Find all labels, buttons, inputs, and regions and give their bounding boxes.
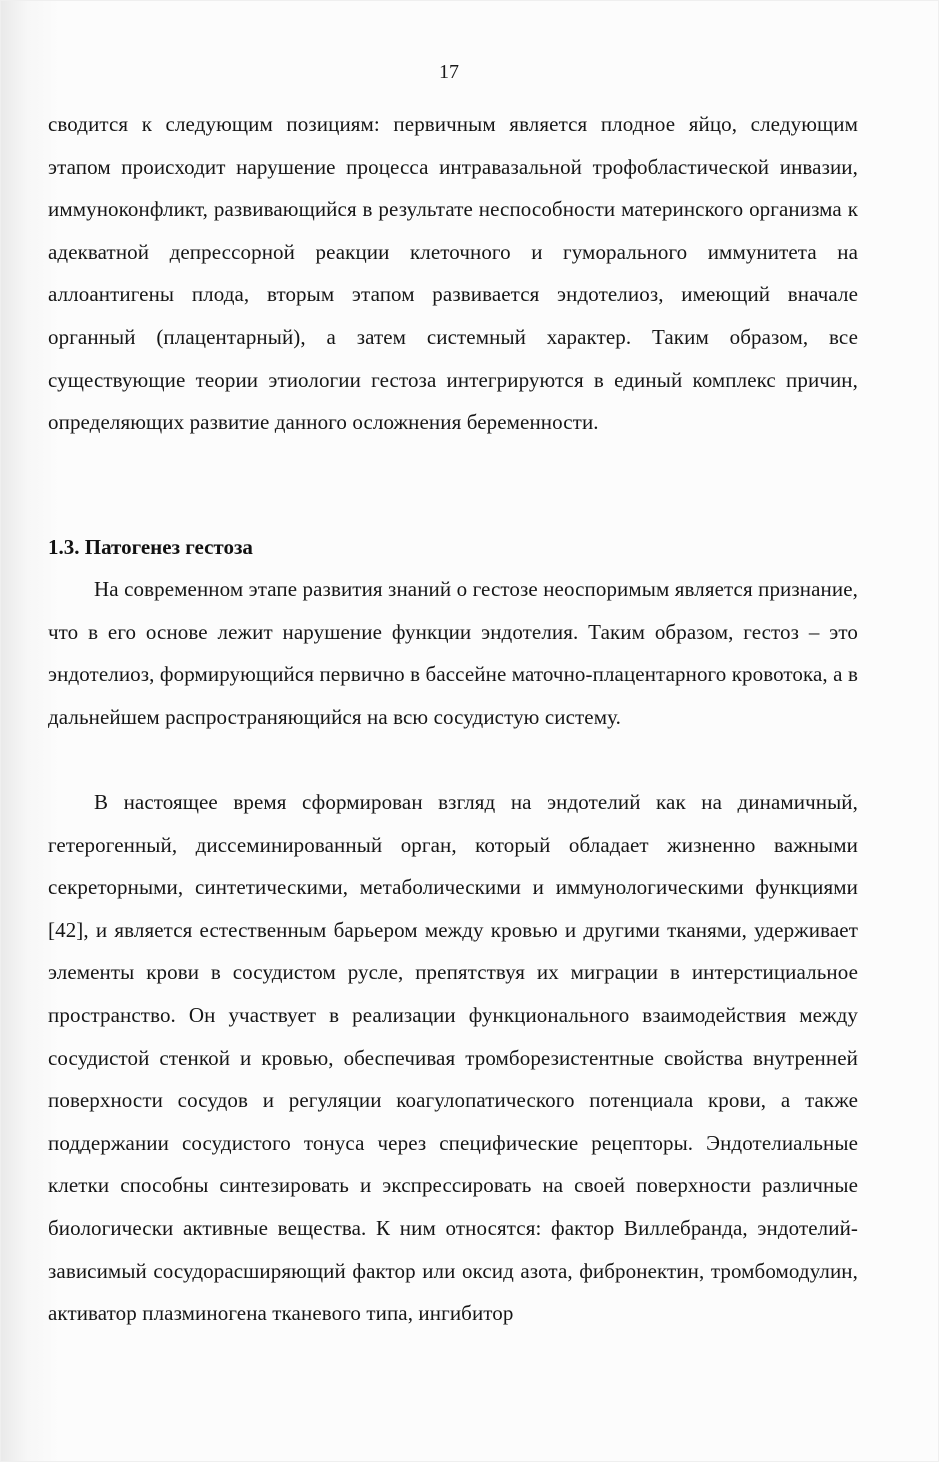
paragraph-pathogenesis: На современном этапе развития знаний о гестозе неоспоримым является признание, что в его основе лежит нарушение функции эндотелия. Таким образом, гестоз – это эндотелиоз, формирующийся первично в бассейне маточно-плацентарного кровотока, а в дальнейшем распространяющийся на всю сосудистую систему. — [48, 577, 858, 729]
paragraph-endothelium: В настоящее время сформирован взгляд на эндотелий как на динамичный, гетерогенный, диссеминированный орган, который обладает жизненно важными секреторными, синтетическими, метаболическими и иммунологическими функциями [42], и является естественным барьером между кровью и другими тканями, удерживает элементы крови в сосудистом русле, препятствуя их миграции в интерстициальное пространство. Он участвует в реализации функционального взаимодействия между сосудистой стенкой и кровью, обеспечивая тромборезистентные свойства внутренней поверхности сосудов и регуляции коагулопатического потенциала крови, а также поддержании сосудистого тонуса через специфические рецепторы. Эндотелиальные клетки способны синтезировать и экспрессировать на своей поверхности различные биологически активные вещества. К ним относятся: фактор Виллебранда, эндотелий-зависимый сосудорасширяющий фактор или оксид азота, фибронектин, тромбомодулин, активатор плазминогена тканевого типа, ингибитор — [48, 790, 858, 1326]
paragraph-intro: сводится к следующим позициям: первичным является плодное яйцо, следующим этапом происходит нарушение процесса интравазальной трофобластической инвазии, иммуноконфликт, развивающийся в результате неспособности материнского организма к адекватной депрессорной реакции клеточного и гуморального иммунитета на аллоантигены плода, вторым этапом развивается эндотелиоз, имеющий вначале органный (плацентарный), а затем системный характер. Таким образом, все существующие теории этиологии гестоза интегрируются в единый комплекс причин, определяющих развитие данного осложнения беременности. — [48, 112, 858, 435]
section-heading: 1.3. Патогенез гестоза — [48, 535, 253, 559]
page-number: 17 — [439, 61, 459, 83]
